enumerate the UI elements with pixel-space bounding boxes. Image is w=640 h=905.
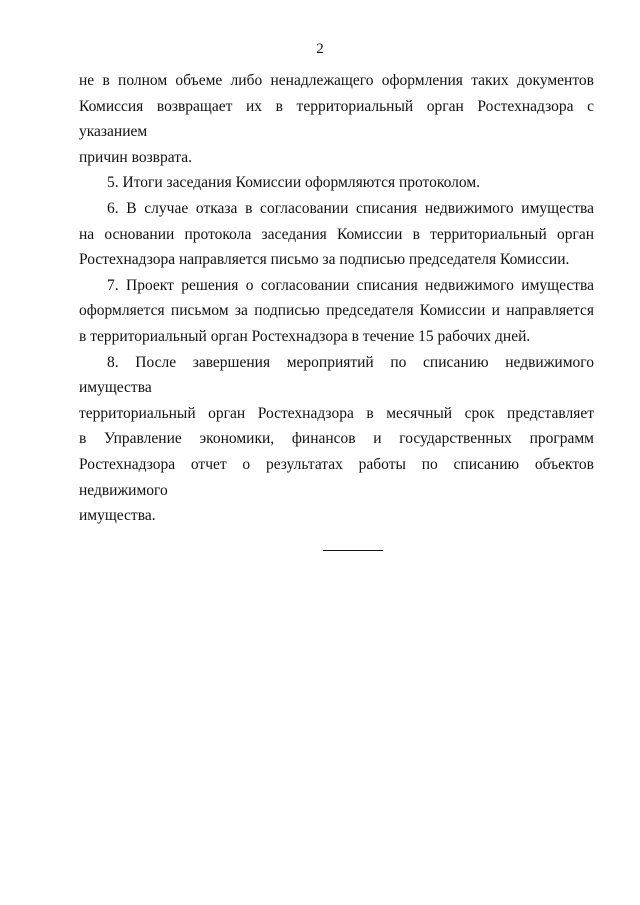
text-line: 5. Итоги заседания Комиссии оформляются протоколом. <box>107 174 481 192</box>
text-line: в территориальный орган Ростехнадзора в течение 15 рабочих дней. <box>79 327 531 345</box>
paragraph-continuation <box>79 68 594 170</box>
document-body <box>79 68 594 551</box>
paragraph-item-8 <box>79 350 594 529</box>
text-line: имущества. <box>79 507 156 525</box>
paragraph-item-5 <box>79 170 594 196</box>
text-line: 6. В случае отказа в согласовании списания недвижимого имущества <box>107 199 594 217</box>
text-line: оформляется письмом за подписью председателя Комиссии и направляется <box>79 302 594 320</box>
paragraph-item-7 <box>79 273 594 350</box>
text-line: Комиссия возвращает их в территориальный орган Ростехнадзора с указанием <box>79 97 594 141</box>
text-line: 7. Проект решения о согласовании списания недвижимого имущества <box>107 276 594 294</box>
end-of-text-rule <box>323 550 383 551</box>
text-line: в Управление экономики, финансов и государственных программ <box>79 430 594 448</box>
text-line: 8. После завершения мероприятий по списанию недвижимого имущества <box>79 353 594 397</box>
text-line: Ростехнадзора направляется письмо за подписью председателя Комиссии. <box>79 251 570 269</box>
text-line: причин возврата. <box>79 148 192 166</box>
text-line: территориальный орган Ростехнадзора в месячный срок представляет <box>79 404 594 422</box>
paragraph-item-6 <box>79 196 594 273</box>
page-number: 2 <box>316 41 324 57</box>
text-line: не в полном объеме либо ненадлежащего оформления таких документов <box>79 72 594 89</box>
text-line: на основании протокола заседания Комиссии в территориальный орган <box>79 225 594 243</box>
text-line: Ростехнадзора отчет о результатах работы по списанию объектов недвижимого <box>79 455 594 499</box>
